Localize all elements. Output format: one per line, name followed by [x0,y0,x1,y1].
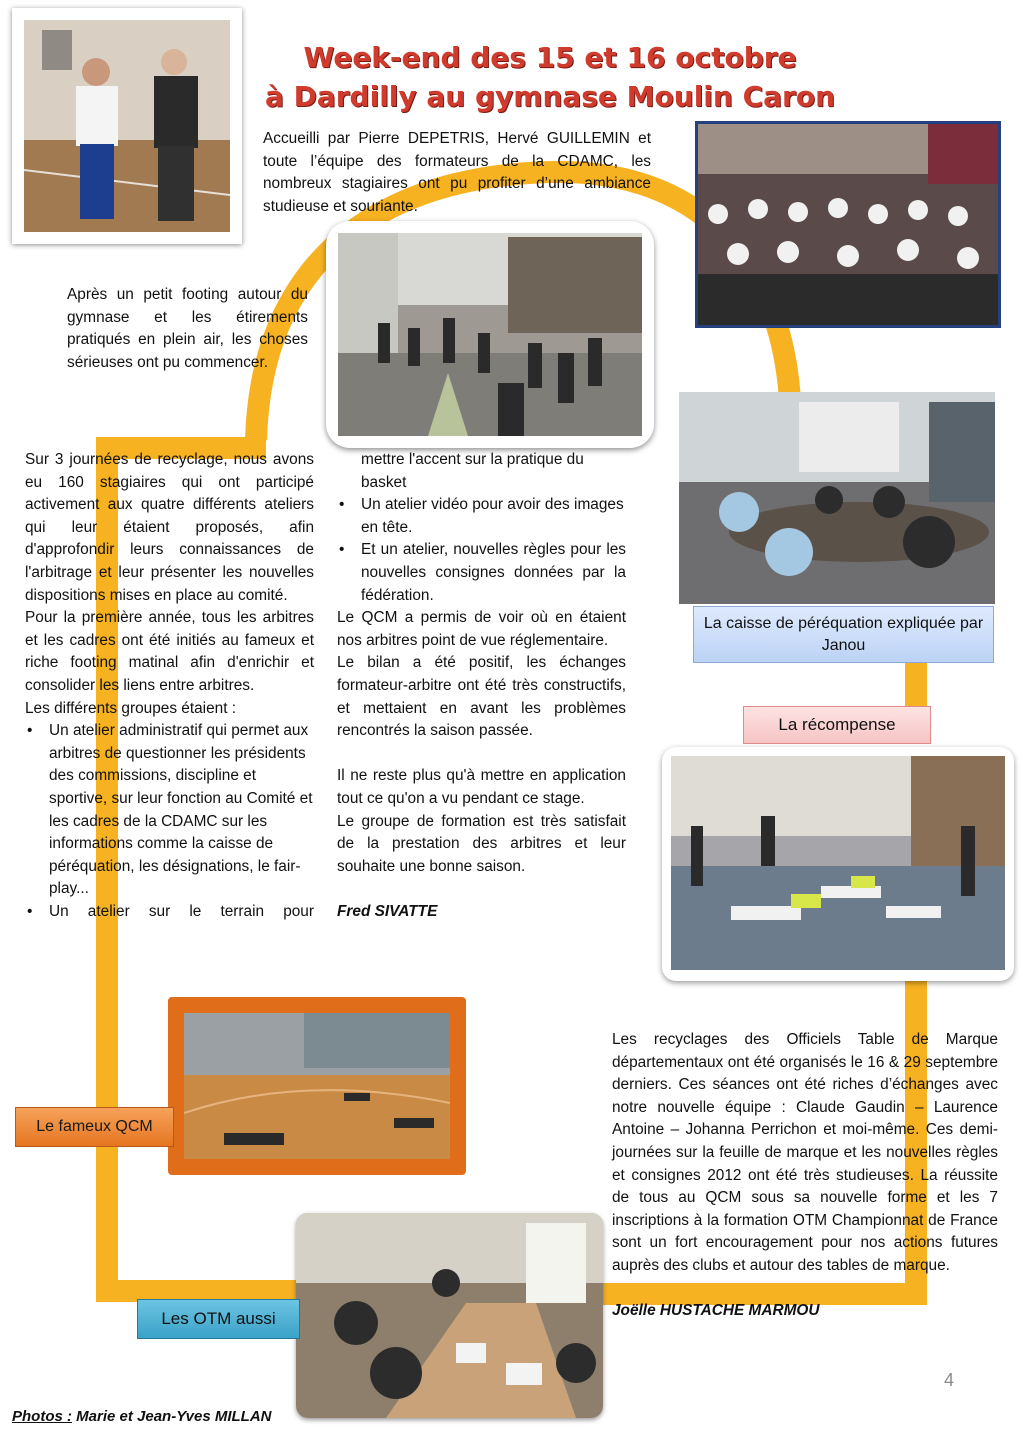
workshop-terrain-start: • Un atelier sur le terrain pour [25,901,314,924]
photo-qcm [168,997,466,1175]
article-paragraph-1: Sur 3 journées de recyclage, nous avons eu 160 stagiaires qui ont participé activement aux quatre différents ateliers qui leur étaient proposés, afin d'approfondir leurs connaissances de l'arbitrage et leur présenter les nouvelles dispositions mises en place au comité. [25,451,314,604]
photo-credits-names: Marie et Jean-Yves MILLAN [72,1408,272,1425]
article-paragraph-5: Le bilan a été positif, les échanges formateur-arbitre ont été très constructifs, et mettaient en avant les problèmes rencontrés la saison passée. [337,654,626,740]
photo-outdoor-stretching [326,221,654,448]
caption-caisse: La caisse de péréquation expliquée par Janou [693,606,994,663]
photo-trainers [12,8,242,244]
intro-text: Accueilli par Pierre DEPETRIS, Hervé GUILLEMIN et toute l’équipe des formateurs de la CDAMC, les nombreux stagiaires ont pu profiter d’une ambiance studieuse et souriante. [263,130,651,215]
otm-text [612,1029,998,1323]
otm-signature: Joëlle HUSTACHE MARMOU [612,1302,820,1320]
workshop-video: • Un atelier vidéo pour avoir des images en tête. [337,494,626,539]
article-paragraph-2: Pour la première année, tous les arbitres et les cadres ont été initiés au fameux et riche footing matinal afin d'enrichir et consolider les liens entre arbitres. [25,609,314,694]
caption-recompense: La récompense [743,706,931,744]
spacer-2 [337,878,626,901]
workshop-terrain-cont: mettre l'accent sur la pratique du basket [361,451,584,491]
workshop-list-cont [337,494,626,607]
article-column-2 [337,449,626,923]
page-number: 4 [944,1370,955,1390]
photo-otm-classroom [296,1213,603,1418]
workshop-list [25,720,314,923]
article-paragraph-6: Il ne reste plus qu'à mettre en application tout ce qu'on a vu pendant ce stage. [337,767,626,807]
otm-spacer [612,1278,998,1301]
photo-credits [12,1408,272,1425]
photo-credits-label: Photos : [12,1408,72,1425]
page-title [230,38,870,116]
workshop-admin: • Un atelier administratif qui permet aux arbitres de questionner les présidents des commissions, discipline et sportive, sur leur fonction au Comité et les cadres de la CDAMC sur les informations comme la caisse de péréquation, les désignations, le fair-play... [25,720,314,901]
photo-audience [695,121,1001,328]
otm-paragraph: Les recyclages des Officiels Table de Marque départementaux ont été organisés le 16 & 29 septembre derniers. Ces séances ont été riches d’échanges avec notre nouvelle équipe : Claude Gaudin – Laurence Antoine – Johanna Perrichon et moi-même. Ces demi-journées sur la feuille de marque et les nouvelles règles et consignes 2012 ont été très studieuses. La réussite de tous au QCM sous sa nouvelle forme et les 7 inscriptions à la formation OTM Championnat de France sont un fort encouragement pour nos actions futures auprès des clubs et autour des tables de marque. [612,1031,998,1274]
article-paragraph-3: Les différents groupes étaient : [25,699,237,717]
caption-otm: Les OTM aussi [137,1299,300,1339]
title-line-2: à Dardilly au gymnase Moulin Caron [264,80,836,113]
footing-text: Après un petit footing autour du gymnase et les étirements pratiqués en plein air, les choses sérieuses ont pu commencer. [67,286,308,371]
article-paragraph-7: Le groupe de formation est très satisfait de la prestation des arbitres et leur souhaite une bonne saison. [337,812,626,875]
article-signature: Fred SIVATTE [337,902,438,920]
photo-pushups [662,747,1014,981]
title-line-1: Week-end des 15 et 16 octobre [303,41,797,74]
workshop-rules: • Et un atelier, nouvelles règles pour les nouvelles consignes données par la fédération. [337,539,626,607]
article-paragraph-4: Le QCM a permis de voir où en étaient nos arbitres point de vue réglementaire. [337,609,626,649]
photo-caisse-meeting [679,392,995,604]
caption-qcm: Le fameux QCM [15,1107,174,1147]
spacer [337,743,626,766]
article-column-1 [25,449,314,923]
